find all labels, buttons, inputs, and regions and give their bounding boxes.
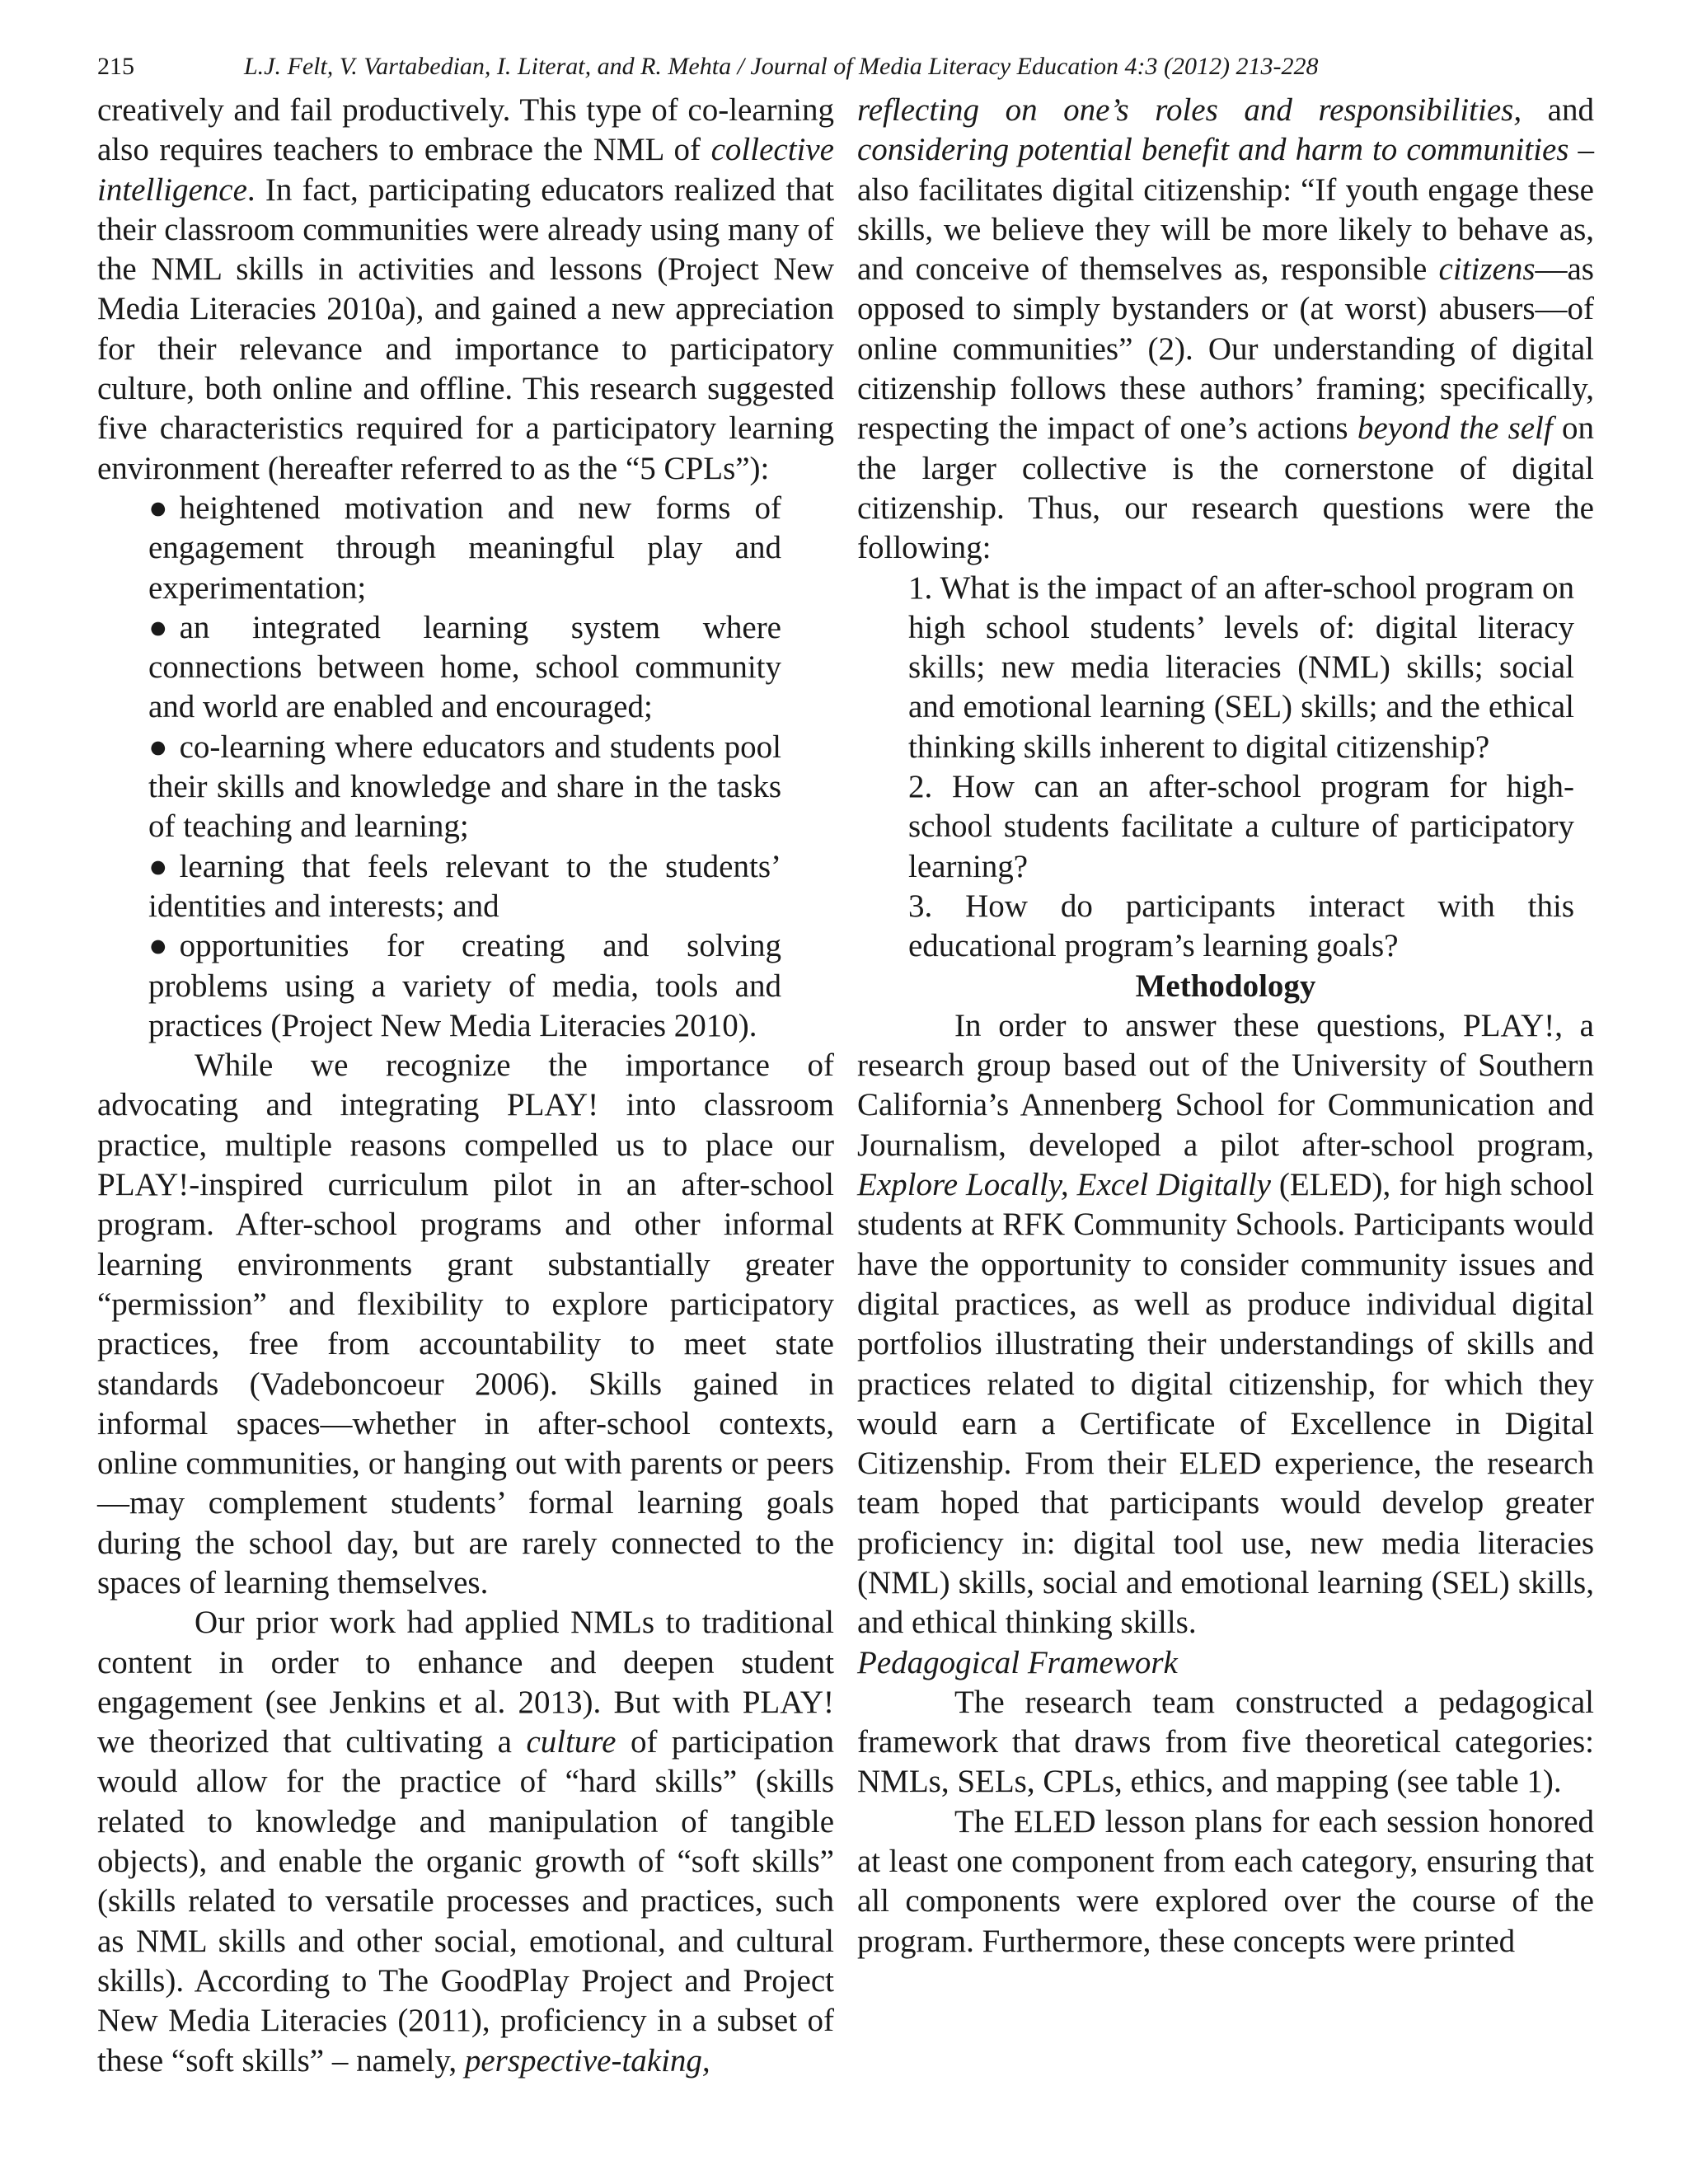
cpl-bullet-list (97, 489, 834, 1046)
list-item: ● opportunities for creating and solving problems using a variety of media, tools and practices (Project New Media Literacies 2010). (148, 928, 781, 1043)
paragraph-framework: The research team constructed a pedagogical framework that draws from five theoretical categories: NMLs, SELs, CPLs, ethics, and mapping (see table 1). (857, 1684, 1594, 1800)
paragraph-digital-citizenship: reflecting on one’s roles and responsibilities, and considering potential benefit and harm to communities – also facilitates digital citizenship: “If youth engage these skills, we believe they will be more likely to behave as, and conceive of themselves as, responsible citizens—as opposed to simply bystanders or (at worst) abusers—of online communities” (2). Our understanding of digital citizenship follows these authors’ framing; specifically, respecting the impact of one’s actions beyond the self on the larger collective is the cornerstone of digital citizenship. Thus, our research questions were the following: (857, 92, 1595, 566)
list-item: ● co-learning where educators and students pool their skills and knowledge and share in the tasks of teaching and learning; (148, 729, 781, 845)
list-item: 3. How do participants interact with this educational program’s learning goals? (908, 888, 1574, 964)
left-column (97, 91, 834, 2081)
section-heading-methodology: Methodology (1135, 968, 1316, 1004)
bullet-icon: ● (148, 609, 168, 645)
emphasis-program-name: Explore Locally, Excel Digitally (857, 1167, 1271, 1203)
subsection-heading-pedagogical-framework: Pedagogical Framework (857, 1644, 1178, 1680)
page-header (97, 48, 1591, 86)
bullet-icon: ● (148, 848, 168, 884)
list-item: ● learning that feels relevant to the students’ identities and interests; and (148, 848, 781, 924)
paragraph-lesson-plans: The ELED lesson plans for each session honored at least one component from each category, ensuring that all components were explored over the course of the program. Furthermore, these concepts were printed (857, 1803, 1594, 1959)
list-item: ● an integrated learning system where connections between home, school community and world are enabled and encouraged; (148, 609, 781, 725)
page-number: 215 (97, 53, 134, 80)
right-column (857, 91, 1594, 1961)
research-questions-list (857, 569, 1594, 967)
bullet-icon: ● (148, 928, 168, 964)
running-head: L.J. Felt, V. Vartabedian, I. Literat, and R. Mehta / Journal of Media Literacy Education 4:3 (2012) 213-228 (244, 53, 1319, 80)
paragraph-methodology: In order to answer these questions, PLAY!, a research group based out of the University of Southern California’s Annenberg School for Communication and Journalism, developed a pilot after-school program, Explore Locally, Excel Digitally (ELED), for high school students at RFK Community Schools. Participants would have the opportunity to consider community issues and digital practices, as well as produce individual digital portfolios illustrating their understandings of skills and practices related to digital citizenship, for which they would earn a Certificate of Excellence in Digital Citizenship. From their ELED experience, the research team hoped that participants would develop greater proficiency in: digital tool use, new media literacies (NML) skills, social and emotional learning (SEL) skills, and ethical thinking skills. (857, 1007, 1594, 1641)
bullet-icon: ● (148, 490, 168, 526)
paragraph-continued: creatively and fail productively. This type of co-learning also requires teachers to embrace the NML of collective intelligence. In fact, participating educators realized that their classroom communities were already using many of the NML skills in activities and lessons (Project New Media Literacies 2010a), and gained a new appreciation for their relevance and importance to participatory culture, both online and offline. This research suggested five characteristics required for a participatory learning environment (hereafter referred to as the “5 CPLs”): (97, 92, 834, 486)
emphasis-collective-intelligence: collective intelligence (97, 132, 834, 208)
emphasis-perspective-taking: perspective-taking, (464, 2042, 710, 2079)
bullet-icon: ● (148, 729, 168, 765)
paragraph-after-school: While we recognize the importance of advocating and integrating PLAY! into classroom practice, multiple reasons compelled us to place our PLAY!-inspired curriculum pilot in an after-school program. After-school programs and other informal learning environments grant substantially greater “permission” and flexibility to explore participatory practices, free from accountability to meet state standards (Vadeboncoeur 2006). Skills gained in informal spaces—whether in after-school contexts, online communities, or hanging out with parents or peers—may complement students’ formal learning goals during the school day, but are rarely connected to the spaces of learning themselves. (97, 1047, 834, 1601)
list-item: 2. How can an after-school program for high-school students facilitate a culture of participatory learning? (908, 769, 1574, 884)
list-item: 1. What is the impact of an after-school program on high school students’ levels of: digital literacy skills; new media literacies (NML) skills; social and emotional learning (SEL) skills; and the ethical thinking skills inherent to digital citizenship? (908, 569, 1574, 765)
list-item: ● heightened motivation and new forms of engagement through meaningful play and experimentation; (148, 490, 781, 606)
paragraph-prior-work: Our prior work had applied NMLs to traditional content in order to enhance and deepen student engagement (see Jenkins et al. 2013). But with PLAY! we theorized that cultivating a culture of participation would allow for the practice of “hard skills” (skills related to knowledge and manipulation of tangible objects), and enable the organic growth of “soft skills” (skills related to versatile processes and practices, such as NML skills and other social, emotional, and cultural skills). According to The GoodPlay Project and Project New Media Literacies (2011), proficiency in a subset of these “soft skills” – namely, perspective-taking, (97, 1605, 834, 2079)
emphasis-culture: culture (526, 1724, 617, 1760)
